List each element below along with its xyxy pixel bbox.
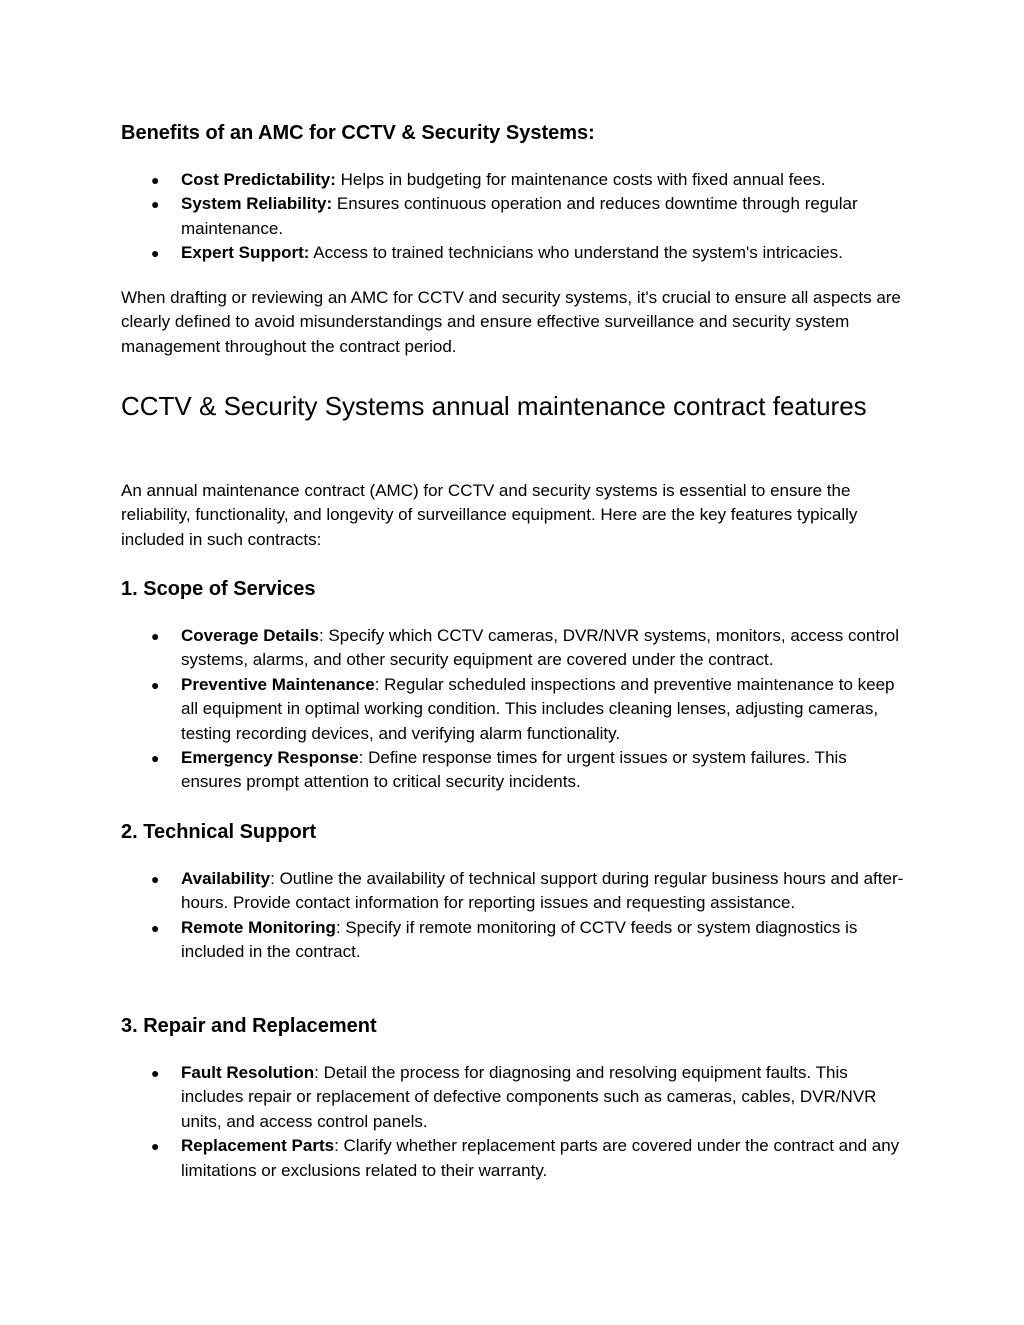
- item-text: Ensures continuous operation and reduces downtime through regular maintenance.: [181, 194, 858, 238]
- list-item: [121, 168, 911, 192]
- section-heading-repair: 3. Repair and Replacement: [121, 1015, 377, 1037]
- item-term: Coverage Details: [181, 626, 319, 645]
- bullet-icon: ●: [151, 871, 160, 887]
- item-term: Availability: [181, 869, 271, 888]
- item-term: Fault Resolution: [181, 1063, 315, 1082]
- features-intro-paragraph: An annual maintenance contract (AMC) for CCTV and security systems is essential to ensure the reliability, functionality, and longevity of surveillance equipment. Here are the key features typically included in such contracts:: [121, 481, 858, 549]
- bullet-icon: ●: [151, 1065, 160, 1081]
- scope-list: [121, 624, 911, 795]
- bullet-icon: ●: [151, 1138, 160, 1155]
- item-text: : Specify which CCTV cameras, DVR/NVR systems, monitors, access control systems, alarms, and other security equipment are covered under the contract.: [181, 626, 899, 670]
- item-text: : Detail the process for diagnosing and resolving equipment faults. This includes repair or replacement of defective components such as cameras, cables, DVR/NVR units, and access control panels.: [181, 1063, 877, 1131]
- benefits-closing-paragraph: When drafting or reviewing an AMC for CCTV and security systems, it's crucial to ensure all aspects are clearly defined to avoid misunderstandings and ensure effective surveillance and security system management throughout the contract period.: [121, 288, 901, 356]
- bullet-icon: ●: [151, 919, 160, 936]
- bullet-icon: ●: [151, 750, 160, 767]
- list-item: [121, 746, 911, 795]
- item-term: System Reliability:: [181, 194, 333, 214]
- list-item: [121, 867, 911, 916]
- item-term: Emergency Response: [181, 748, 359, 768]
- benefits-list: [121, 168, 911, 266]
- item-text: : Define response times for urgent issues or system failures. This ensures prompt attention to critical security incidents.: [181, 748, 847, 792]
- item-text: : Clarify whether replacement parts are covered under the contract and any limitations or exclusions related to their warranty.: [181, 1136, 900, 1180]
- list-item: [121, 916, 911, 965]
- section-heading-support: 2. Technical Support: [121, 821, 317, 843]
- list-item: [121, 673, 911, 746]
- bullet-icon: ●: [151, 676, 160, 693]
- item-text: Helps in budgeting for maintenance costs with fixed annual fees.: [335, 170, 826, 189]
- item-text: Access to trained technicians who understand the system's intricacies.: [309, 243, 843, 263]
- repair-list: [121, 1061, 911, 1183]
- item-term: Preventive Maintenance: [181, 674, 375, 694]
- features-title: CCTV & Security Systems annual maintenance contract features: [121, 391, 867, 421]
- benefits-heading: Benefits of an AMC for CCTV & Security Systems:: [121, 122, 595, 144]
- support-list: [121, 867, 911, 965]
- item-text: : Specify if remote monitoring of CCTV feeds or system diagnostics is included in the contract.: [181, 917, 858, 962]
- item-term: Replacement Parts: [181, 1136, 335, 1156]
- list-item: [121, 192, 911, 241]
- list-item: [121, 624, 911, 673]
- item-term: Remote Monitoring: [181, 917, 336, 937]
- list-item: [121, 1134, 911, 1183]
- list-item: [121, 1061, 911, 1134]
- bullet-icon: ●: [151, 245, 160, 262]
- bullet-icon: ●: [151, 196, 160, 213]
- item-term: Cost Predictability:: [181, 170, 336, 189]
- bullet-icon: ●: [151, 172, 160, 188]
- item-text: : Outline the availability of technical support during regular business hours and after-hours. Provide contact information for reporting issues and requesting assistance.: [181, 869, 904, 913]
- item-text: : Regular scheduled inspections and preventive maintenance to keep all equipment in optimal working condition. This includes cleaning lenses, adjusting cameras, testing recording devices, and verifying alarm functionality.: [181, 674, 895, 743]
- item-term: Expert Support:: [181, 243, 310, 263]
- section-heading-scope: 1. Scope of Services: [121, 578, 316, 600]
- list-item: [121, 241, 911, 265]
- bullet-icon: ●: [151, 628, 160, 644]
